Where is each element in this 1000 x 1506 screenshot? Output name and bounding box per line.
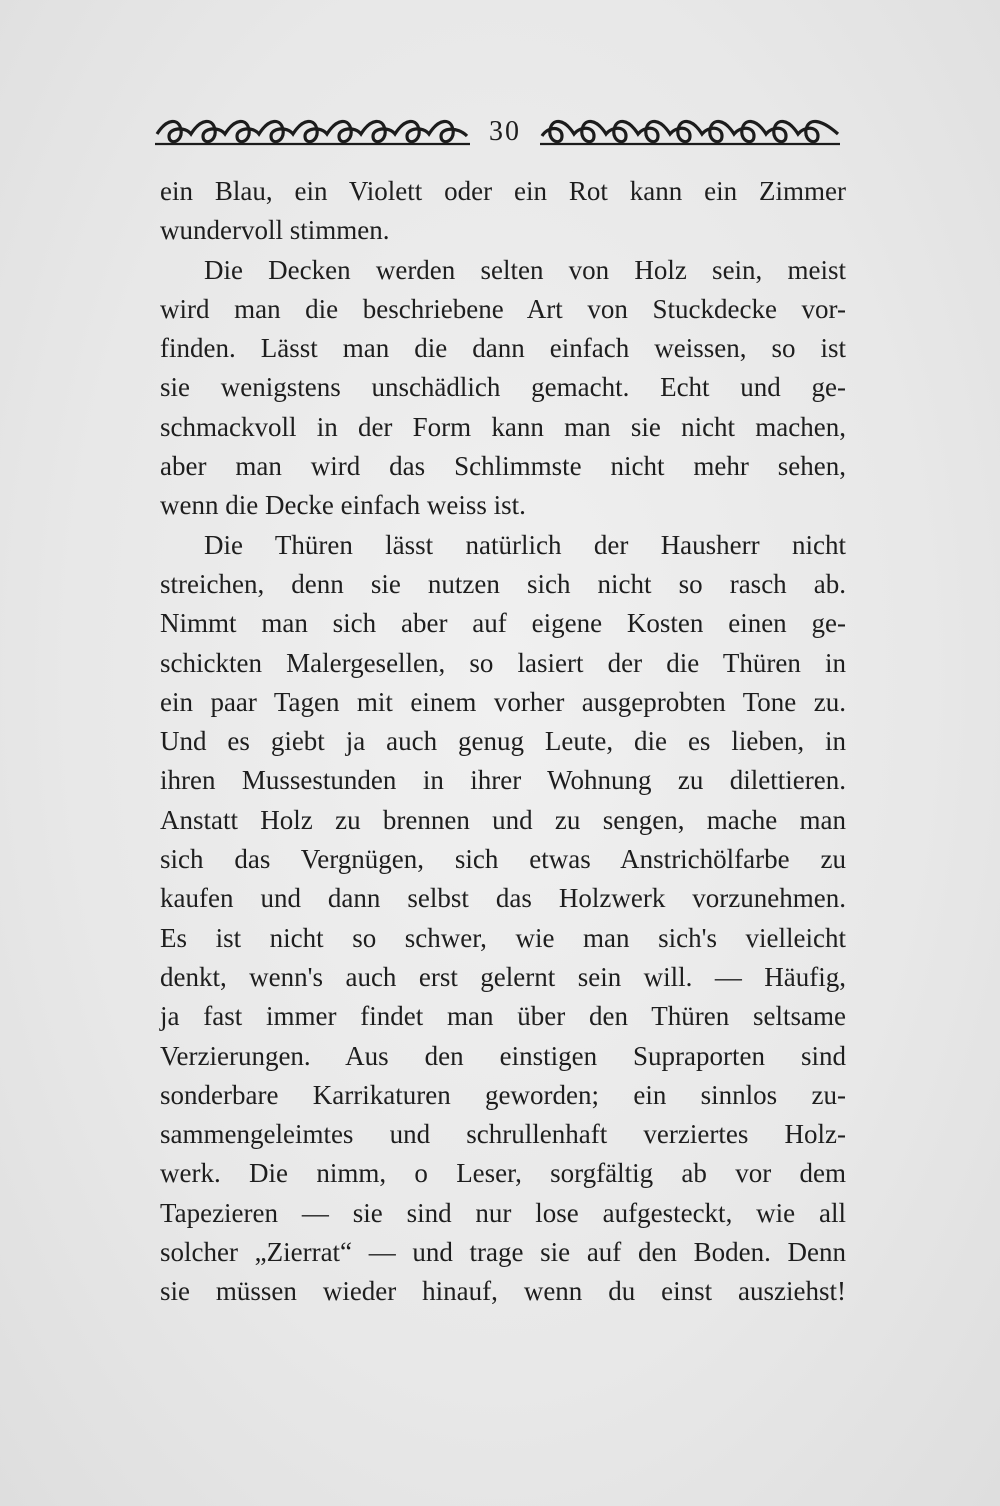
text-line: schmackvoll in der Form kann man sie nicht machen, [160, 411, 846, 442]
text-line: sie müssen wieder hinauf, wenn du einst ausziehst! [160, 1276, 846, 1307]
text-line: schickten Malergesellen, so lasiert der die Thüren in [160, 647, 846, 678]
page-number: 30 [489, 116, 521, 147]
ornament-wave-right [542, 121, 838, 141]
text-line: ja fast immer findet man über den Thüren seltsame [160, 1001, 846, 1032]
page-header [155, 112, 845, 156]
body-text [160, 172, 846, 1312]
ornament-wave-left [157, 121, 467, 141]
text-line: ihren Mussestunden in ihrer Wohnung zu dilettieren. [160, 765, 846, 796]
text-line: Anstatt Holz zu brennen und zu sengen, mache man [160, 804, 846, 835]
text-line: ein paar Tagen mit einem vorher ausgeprobten Tone zu. [160, 686, 846, 717]
text-line: sich das Vergnügen, sich etwas Anstrichölfarbe zu [160, 844, 846, 875]
text-line: ein Blau, ein Violett oder ein Rot kann ein Zimmer [160, 176, 846, 206]
text-line: sie wenigstens unschädlich gemacht. Echt und ge- [160, 372, 846, 403]
text-line: solcher „Zierrat“ — und trage sie auf den Boden. Denn [160, 1237, 846, 1268]
header-ornament-right [540, 112, 840, 156]
text-line: wenn die Decke einfach weiss ist. [160, 490, 526, 521]
text-line: Es ist nicht so schwer, wie man sich's vielleicht [160, 922, 846, 953]
text-line: wundervoll stimmen. [160, 215, 390, 246]
text-line: Verzierungen. Aus den einstigen Supraporten sind [160, 1040, 846, 1071]
text-line: denkt, wenn's auch erst gelernt sein will. — Häufig, [160, 961, 846, 992]
text-line: Tapezieren — sie sind nur lose aufgesteckt, wie all [160, 1197, 846, 1228]
text-line: Die Thüren lässt natürlich der Hausherr nicht [204, 529, 846, 560]
text-line: kaufen und dann selbst das Holzwerk vorzunehmen. [160, 883, 846, 914]
text-line: Die Decken werden selten von Holz sein, meist [204, 254, 846, 285]
text-line: werk. Die nimm, o Leser, sorgfältig ab vor dem [160, 1158, 846, 1189]
text-line: aber man wird das Schlimmste nicht mehr sehen, [160, 451, 846, 482]
text-line: wird man die beschriebene Art von Stuckdecke vor- [160, 293, 846, 324]
text-line: streichen, denn sie nutzen sich nicht so rasch ab. [160, 568, 846, 599]
text-line: sammengeleimtes und schrullenhaft verziertes Holz- [160, 1119, 846, 1150]
text-line: finden. Lässt man die dann einfach weissen, so ist [160, 333, 846, 364]
header-ornament-left [155, 112, 470, 156]
text-line: Nimmt man sich aber auf eigene Kosten einen ge- [160, 608, 846, 639]
text-line: Und es giebt ja auch genug Leute, die es lieben, in [160, 726, 846, 757]
text-line: sonderbare Karrikaturen geworden; ein sinnlos zu- [160, 1079, 846, 1110]
